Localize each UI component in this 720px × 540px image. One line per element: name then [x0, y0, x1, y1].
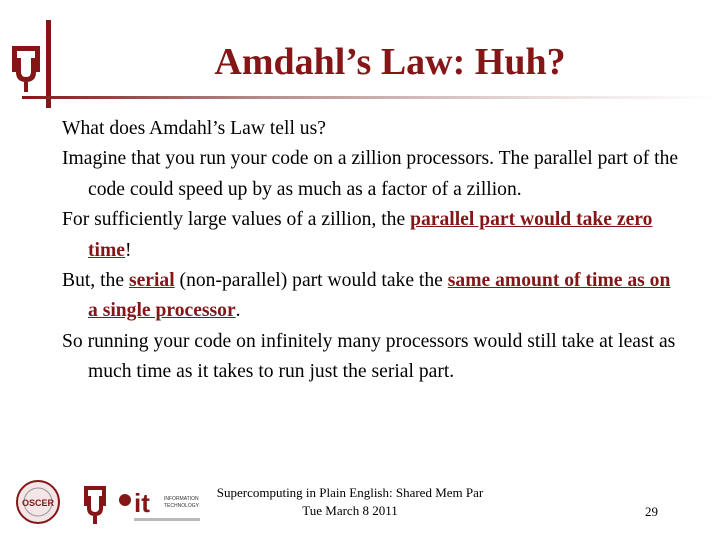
title-horizontal-rule — [22, 96, 720, 99]
bullet-4-text-c: . — [235, 300, 241, 322]
footer-line-2: Tue March 8 2011 — [302, 503, 398, 518]
title-vertical-rule — [46, 20, 51, 108]
bullet-3-text-a: For sufficiently large values of a zillion, the — [62, 209, 411, 231]
bullet-4 — [62, 266, 682, 327]
it-logo-caption-1: INFORMATION — [164, 496, 199, 502]
bullet-4-text-a: But, the — [62, 270, 129, 292]
bullet-4-text-b: (non-parallel) part would take the — [174, 270, 448, 292]
bullet-2: Imagine that you run your code on a zillion processors. The parallel part of the code could speed up by as much as a factor of a zillion. — [62, 148, 679, 200]
bullet-3-emphasis: parallel part would take zero time — [88, 209, 653, 261]
it-logo-icon — [119, 488, 200, 521]
bullet-3-text-b: ! — [125, 239, 132, 261]
bullet-1: What does Amdahl’s Law tell us? — [62, 118, 326, 139]
oscer-logo-text: OSCER — [21, 498, 55, 508]
page-number: 29 — [645, 504, 658, 519]
ou-footer-logo-icon — [84, 486, 106, 524]
it-logo-text: it — [134, 488, 150, 518]
ou-logo-icon — [6, 40, 46, 92]
oscer-logo-icon — [17, 481, 59, 523]
it-logo-caption-2: TECHNOLOGY — [164, 503, 200, 509]
slide-title: Amdahl’s Law: Huh? — [214, 41, 566, 83]
bullet-4-emphasis-serial: serial — [128, 270, 175, 292]
footer-text — [200, 484, 500, 520]
footer-logos — [14, 478, 204, 526]
bullet-5: So running your code on infinitely many processors would still take at least as much time as it takes to run just the serial part. — [62, 330, 676, 383]
slide-body — [62, 114, 682, 388]
bullet-3 — [62, 205, 682, 266]
footer-line-1: Supercomputing in Plain English: Shared Mem Par — [216, 485, 484, 500]
bullet-4-emphasis-same-time: same amount of time as on a single processor — [88, 270, 671, 322]
